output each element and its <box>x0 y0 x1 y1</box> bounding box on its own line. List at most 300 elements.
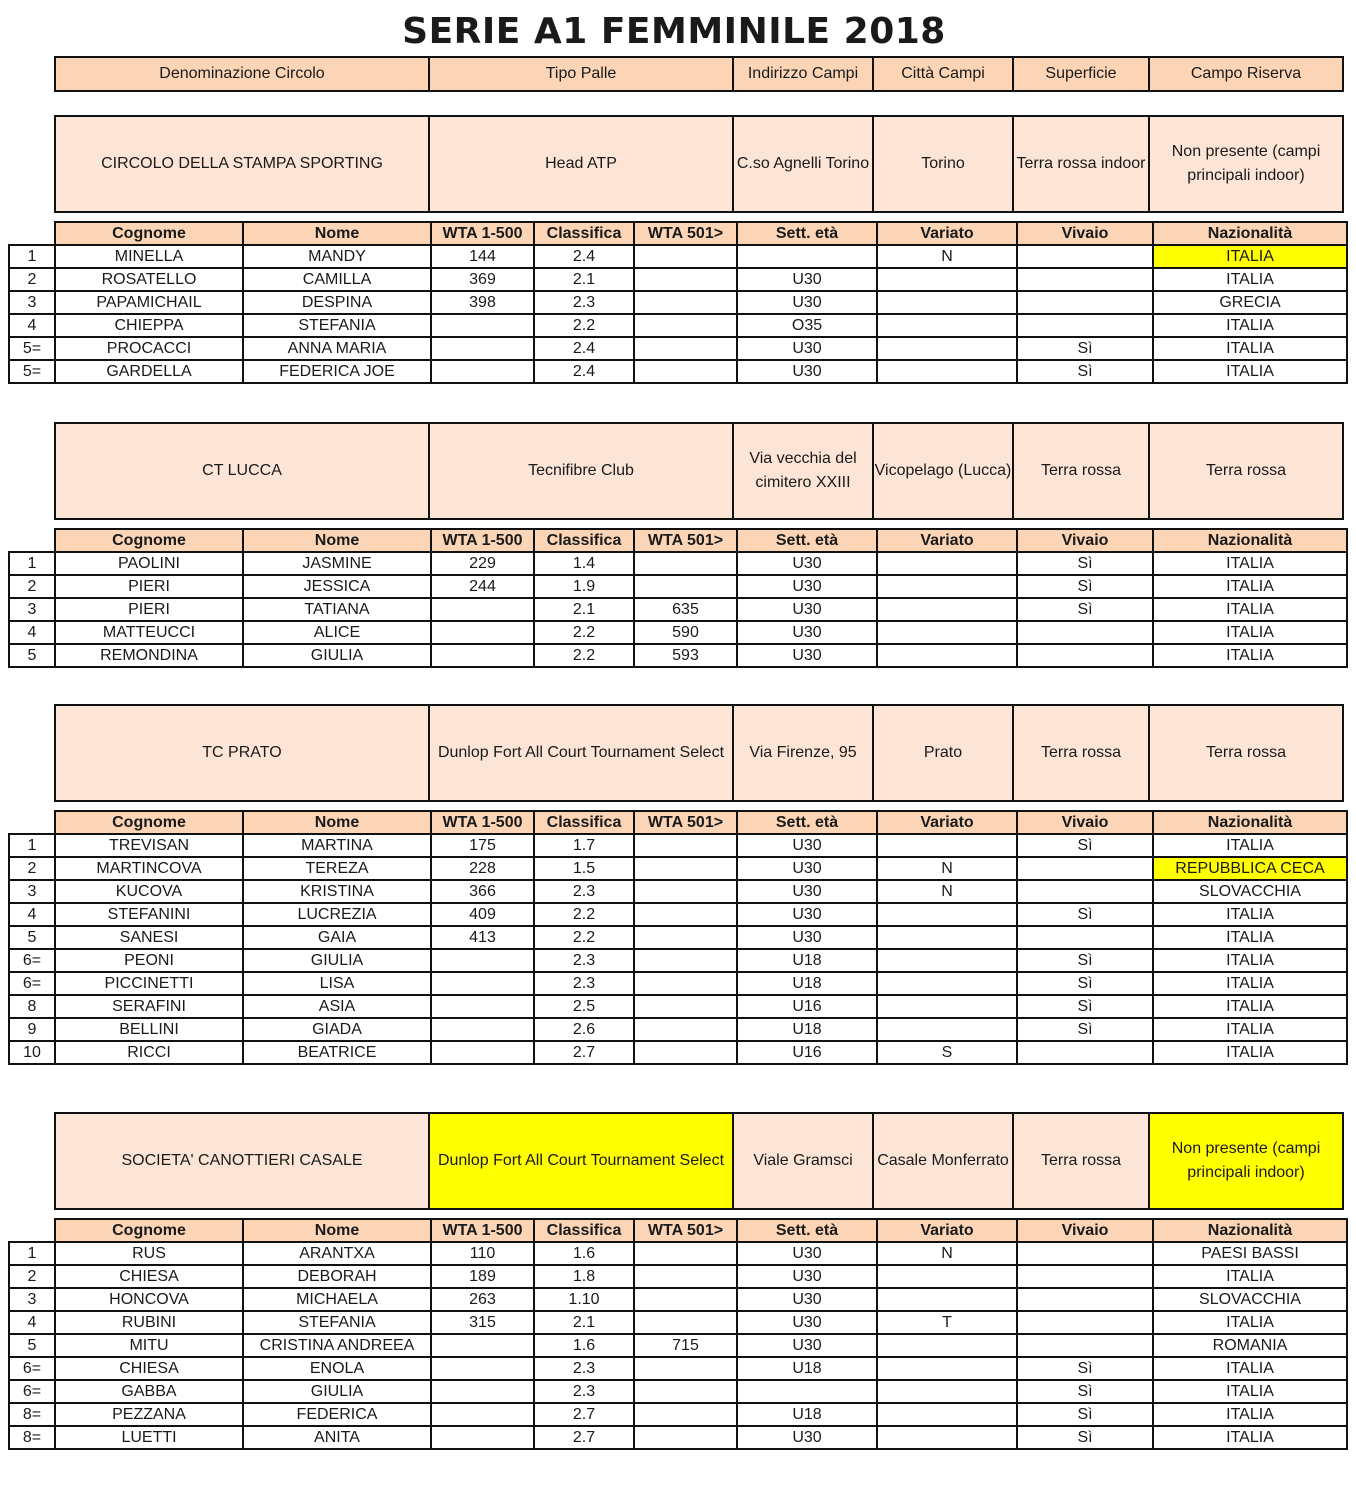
player-surname: PAPAMICHAIL <box>55 291 243 314</box>
player-variato: T <box>877 1311 1017 1334</box>
player-variato <box>877 1265 1017 1288</box>
player-name: MANDY <box>243 245 431 268</box>
player-name: CRISTINA ANDREEA <box>243 1334 431 1357</box>
player-nationality: GRECIA <box>1153 291 1347 314</box>
player-wta: 263 <box>431 1288 534 1311</box>
player-surname: BELLINI <box>55 1018 243 1041</box>
table-row <box>9 995 1347 1018</box>
player-nationality: ITALIA <box>1153 598 1347 621</box>
player-name: FEDERICA <box>243 1403 431 1426</box>
table-row <box>9 926 1347 949</box>
table-row <box>9 1311 1347 1334</box>
player-variato <box>877 1380 1017 1403</box>
ball-type: Dunlop Fort All Court Tournament Select <box>429 705 733 801</box>
table-row <box>9 1334 1347 1357</box>
player-vivaio: Sì <box>1017 1018 1153 1041</box>
player-surname: PROCACCI <box>55 337 243 360</box>
player-vivaio: Sì <box>1017 1380 1153 1403</box>
player-surname: PEONI <box>55 949 243 972</box>
table-row <box>9 1288 1347 1311</box>
header-blank-cell <box>9 222 55 245</box>
player-age-group: U30 <box>737 926 877 949</box>
player-variato <box>877 903 1017 926</box>
player-nationality: REPUBBLICA CECA <box>1153 857 1347 880</box>
player-surname: PIERI <box>55 575 243 598</box>
player-header-wta-501: WTA 501> <box>634 811 737 834</box>
player-nationality: ITALIA <box>1153 268 1347 291</box>
player-header-wta: WTA 1-500 <box>431 1219 534 1242</box>
player-wta: 229 <box>431 552 534 575</box>
player-age-group: U30 <box>737 575 877 598</box>
club-info-row <box>55 705 1343 801</box>
player-surname: PICCINETTI <box>55 972 243 995</box>
player-classifica: 2.3 <box>534 949 634 972</box>
player-wta-501 <box>634 949 737 972</box>
player-classifica: 2.3 <box>534 291 634 314</box>
player-classifica: 2.2 <box>534 644 634 667</box>
player-name: GAIA <box>243 926 431 949</box>
player-wta-501 <box>634 880 737 903</box>
player-age-group: U30 <box>737 834 877 857</box>
player-nationality: ITALIA <box>1153 360 1347 383</box>
player-age-group: U30 <box>737 1426 877 1449</box>
player-surname: SERAFINI <box>55 995 243 1018</box>
player-header-surname: Cognome <box>55 529 243 552</box>
player-name: LISA <box>243 972 431 995</box>
player-wta <box>431 598 534 621</box>
court-address: Viale Gramsci <box>733 1113 873 1209</box>
player-surname: RUBINI <box>55 1311 243 1334</box>
player-classifica: 2.7 <box>534 1041 634 1064</box>
player-nationality: ITALIA <box>1153 903 1347 926</box>
player-classifica: 2.1 <box>534 268 634 291</box>
player-vivaio: Sì <box>1017 337 1153 360</box>
player-classifica: 2.7 <box>534 1403 634 1426</box>
header-denominazione: Denominazione Circolo <box>55 57 429 91</box>
player-wta <box>431 1403 534 1426</box>
player-age-group: U30 <box>737 337 877 360</box>
player-surname: MINELLA <box>55 245 243 268</box>
player-age-group: U30 <box>737 857 877 880</box>
players-header-row <box>9 1219 1347 1242</box>
player-classifica: 2.1 <box>534 598 634 621</box>
player-vivaio: Sì <box>1017 972 1153 995</box>
player-wta-501 <box>634 1403 737 1426</box>
player-classifica: 1.4 <box>534 552 634 575</box>
players-header-row <box>9 811 1347 834</box>
table-row <box>9 268 1347 291</box>
player-header-wta-501: WTA 501> <box>634 529 737 552</box>
player-header-wta: WTA 1-500 <box>431 811 534 834</box>
reserve-court: Terra rossa <box>1149 705 1343 801</box>
player-variato <box>877 926 1017 949</box>
player-variato <box>877 644 1017 667</box>
player-name: MICHAELA <box>243 1288 431 1311</box>
player-age-group: U30 <box>737 291 877 314</box>
player-vivaio <box>1017 245 1153 268</box>
player-variato <box>877 291 1017 314</box>
player-wta: 369 <box>431 268 534 291</box>
player-age-group: U30 <box>737 644 877 667</box>
player-age-group: U18 <box>737 949 877 972</box>
player-wta-501 <box>634 834 737 857</box>
player-wta: 144 <box>431 245 534 268</box>
player-nationality: ITALIA <box>1153 1018 1347 1041</box>
player-vivaio: Sì <box>1017 903 1153 926</box>
player-nationality: ITALIA <box>1153 1041 1347 1064</box>
player-age-group <box>737 1380 877 1403</box>
player-position: 5= <box>9 337 55 360</box>
player-surname: HONCOVA <box>55 1288 243 1311</box>
table-row <box>9 1380 1347 1403</box>
players-table <box>8 221 1348 384</box>
court-city: Torino <box>873 116 1013 212</box>
player-header-name: Nome <box>243 529 431 552</box>
player-age-group: U30 <box>737 1311 877 1334</box>
player-nationality: ITALIA <box>1153 314 1347 337</box>
player-nationality: ITALIA <box>1153 1403 1347 1426</box>
player-header-age-group: Sett. età <box>737 811 877 834</box>
column-header-row <box>55 57 1343 91</box>
player-vivaio <box>1017 1334 1153 1357</box>
club-info-row <box>55 116 1343 212</box>
player-name: STEFANIA <box>243 314 431 337</box>
player-variato: N <box>877 880 1017 903</box>
header-citta: Città Campi <box>873 57 1013 91</box>
player-surname: MARTINCOVA <box>55 857 243 880</box>
player-position: 3 <box>9 598 55 621</box>
player-classifica: 2.4 <box>534 360 634 383</box>
surface: Terra rossa <box>1013 1113 1149 1209</box>
players-header-row <box>9 222 1347 245</box>
table-row <box>9 291 1347 314</box>
player-wta-501 <box>634 857 737 880</box>
player-surname: MITU <box>55 1334 243 1357</box>
player-wta-501 <box>634 575 737 598</box>
player-classifica: 2.4 <box>534 337 634 360</box>
player-age-group: U30 <box>737 1334 877 1357</box>
player-header-vivaio: Vivaio <box>1017 529 1153 552</box>
player-age-group: U30 <box>737 1288 877 1311</box>
player-name: GIULIA <box>243 1380 431 1403</box>
player-surname: CHIESA <box>55 1357 243 1380</box>
player-wta: 175 <box>431 834 534 857</box>
player-age-group: U30 <box>737 360 877 383</box>
player-header-classifica: Classifica <box>534 1219 634 1242</box>
header-tipo-palle: Tipo Palle <box>429 57 733 91</box>
court-city: Vicopelago (Lucca) <box>873 423 1013 519</box>
club-info-table <box>54 422 1344 520</box>
player-wta-501 <box>634 1380 737 1403</box>
player-header-name: Nome <box>243 222 431 245</box>
player-header-variato: Variato <box>877 811 1017 834</box>
player-wta: 110 <box>431 1242 534 1265</box>
reserve-court: Terra rossa <box>1149 423 1343 519</box>
player-nationality: ITALIA <box>1153 949 1347 972</box>
player-wta <box>431 1357 534 1380</box>
player-vivaio: Sì <box>1017 360 1153 383</box>
player-surname: MATTEUCCI <box>55 621 243 644</box>
player-vivaio <box>1017 1041 1153 1064</box>
club-info-row <box>55 423 1343 519</box>
club-name: CIRCOLO DELLA STAMPA SPORTING <box>55 116 429 212</box>
player-name: DESPINA <box>243 291 431 314</box>
player-classifica: 2.3 <box>534 1380 634 1403</box>
player-classifica: 2.2 <box>534 621 634 644</box>
player-nationality: ITALIA <box>1153 644 1347 667</box>
player-variato <box>877 1334 1017 1357</box>
player-surname: PAOLINI <box>55 552 243 575</box>
player-name: ASIA <box>243 995 431 1018</box>
player-position: 3 <box>9 880 55 903</box>
player-position: 1 <box>9 552 55 575</box>
player-surname: CHIESA <box>55 1265 243 1288</box>
player-classifica: 1.8 <box>534 1265 634 1288</box>
player-position: 9 <box>9 1018 55 1041</box>
player-vivaio <box>1017 644 1153 667</box>
player-variato <box>877 995 1017 1018</box>
table-row <box>9 360 1347 383</box>
header-superficie: Superficie <box>1013 57 1149 91</box>
player-position: 8= <box>9 1426 55 1449</box>
club-info-table <box>54 704 1344 802</box>
player-name: CAMILLA <box>243 268 431 291</box>
club-name: CT LUCCA <box>55 423 429 519</box>
table-row <box>9 1041 1347 1064</box>
player-header-nationality: Nazionalità <box>1153 1219 1347 1242</box>
player-vivaio: Sì <box>1017 1403 1153 1426</box>
player-age-group <box>737 245 877 268</box>
court-city: Prato <box>873 705 1013 801</box>
player-wta-501: 593 <box>634 644 737 667</box>
player-age-group: O35 <box>737 314 877 337</box>
player-nationality: ITALIA <box>1153 552 1347 575</box>
player-vivaio <box>1017 857 1153 880</box>
player-wta-501 <box>634 995 737 1018</box>
player-age-group: U16 <box>737 1041 877 1064</box>
player-surname: RUS <box>55 1242 243 1265</box>
player-position: 1 <box>9 245 55 268</box>
player-wta-501 <box>634 1288 737 1311</box>
player-age-group: U16 <box>737 995 877 1018</box>
player-name: ENOLA <box>243 1357 431 1380</box>
player-wta: 366 <box>431 880 534 903</box>
player-age-group: U30 <box>737 268 877 291</box>
player-position: 1 <box>9 834 55 857</box>
table-row <box>9 1403 1347 1426</box>
player-header-variato: Variato <box>877 529 1017 552</box>
player-wta <box>431 1018 534 1041</box>
player-wta: 413 <box>431 926 534 949</box>
player-name: FEDERICA JOE <box>243 360 431 383</box>
player-variato: N <box>877 857 1017 880</box>
player-nationality: ITALIA <box>1153 926 1347 949</box>
player-classifica: 2.3 <box>534 1357 634 1380</box>
player-variato: S <box>877 1041 1017 1064</box>
table-row <box>9 834 1347 857</box>
player-position: 5= <box>9 360 55 383</box>
player-header-classifica: Classifica <box>534 811 634 834</box>
table-row <box>9 972 1347 995</box>
player-position: 8 <box>9 995 55 1018</box>
player-variato <box>877 552 1017 575</box>
player-wta-501 <box>634 1242 737 1265</box>
player-vivaio <box>1017 1288 1153 1311</box>
player-wta: 244 <box>431 575 534 598</box>
player-variato <box>877 314 1017 337</box>
surface: Terra rossa <box>1013 423 1149 519</box>
player-header-wta-501: WTA 501> <box>634 1219 737 1242</box>
player-nationality: ITALIA <box>1153 337 1347 360</box>
player-surname: LUETTI <box>55 1426 243 1449</box>
player-name: JESSICA <box>243 575 431 598</box>
player-wta: 228 <box>431 857 534 880</box>
header-blank-cell <box>9 529 55 552</box>
player-position: 6= <box>9 1380 55 1403</box>
player-wta-501: 635 <box>634 598 737 621</box>
player-nationality: SLOVACCHIA <box>1153 880 1347 903</box>
player-wta <box>431 949 534 972</box>
player-vivaio: Sì <box>1017 598 1153 621</box>
player-name: TATIANA <box>243 598 431 621</box>
player-classifica: 2.2 <box>534 314 634 337</box>
player-name: JASMINE <box>243 552 431 575</box>
player-classifica: 2.7 <box>534 1426 634 1449</box>
player-vivaio: Sì <box>1017 552 1153 575</box>
player-name: TEREZA <box>243 857 431 880</box>
player-name: KRISTINA <box>243 880 431 903</box>
player-classifica: 2.5 <box>534 995 634 1018</box>
player-position: 2 <box>9 575 55 598</box>
player-nationality: PAESI BASSI <box>1153 1242 1347 1265</box>
court-address: C.so Agnelli Torino <box>733 116 873 212</box>
player-vivaio <box>1017 1242 1153 1265</box>
player-position: 5 <box>9 644 55 667</box>
player-variato <box>877 1288 1017 1311</box>
player-wta <box>431 1041 534 1064</box>
table-row <box>9 575 1347 598</box>
player-age-group: U18 <box>737 972 877 995</box>
player-wta-501 <box>634 314 737 337</box>
player-wta <box>431 337 534 360</box>
player-wta-501 <box>634 1018 737 1041</box>
player-header-vivaio: Vivaio <box>1017 811 1153 834</box>
player-wta-501 <box>634 1265 737 1288</box>
player-surname: PEZZANA <box>55 1403 243 1426</box>
player-nationality: SLOVACCHIA <box>1153 1288 1347 1311</box>
player-nationality: ITALIA <box>1153 1265 1347 1288</box>
player-position: 5 <box>9 1334 55 1357</box>
player-vivaio <box>1017 1265 1153 1288</box>
player-surname: GARDELLA <box>55 360 243 383</box>
player-nationality: ITALIA <box>1153 995 1347 1018</box>
reserve-court: Non presente (campi principali indoor) <box>1149 1113 1343 1209</box>
player-wta-501 <box>634 972 737 995</box>
club-name: SOCIETA' CANOTTIERI CASALE <box>55 1113 429 1209</box>
player-wta-501 <box>634 1426 737 1449</box>
player-variato <box>877 1357 1017 1380</box>
player-variato <box>877 621 1017 644</box>
player-surname: REMONDINA <box>55 644 243 667</box>
player-header-age-group: Sett. età <box>737 529 877 552</box>
player-header-vivaio: Vivaio <box>1017 1219 1153 1242</box>
player-position: 3 <box>9 1288 55 1311</box>
player-nationality: ITALIA <box>1153 972 1347 995</box>
player-vivaio <box>1017 1311 1153 1334</box>
player-age-group: U18 <box>737 1018 877 1041</box>
player-wta-501 <box>634 360 737 383</box>
player-surname: STEFANINI <box>55 903 243 926</box>
table-row <box>9 314 1347 337</box>
player-wta-501 <box>634 1357 737 1380</box>
player-name: ANNA MARIA <box>243 337 431 360</box>
player-surname: KUCOVA <box>55 880 243 903</box>
player-vivaio <box>1017 880 1153 903</box>
player-surname: ROSATELLO <box>55 268 243 291</box>
player-position: 8= <box>9 1403 55 1426</box>
player-variato: N <box>877 1242 1017 1265</box>
table-row <box>9 1242 1347 1265</box>
player-age-group: U30 <box>737 1242 877 1265</box>
player-variato <box>877 1426 1017 1449</box>
player-wta-501 <box>634 291 737 314</box>
table-row <box>9 245 1347 268</box>
player-wta-501 <box>634 903 737 926</box>
player-header-variato: Variato <box>877 1219 1017 1242</box>
player-position: 2 <box>9 1265 55 1288</box>
player-name: LUCREZIA <box>243 903 431 926</box>
player-header-classifica: Classifica <box>534 529 634 552</box>
player-name: DEBORAH <box>243 1265 431 1288</box>
table-row <box>9 857 1347 880</box>
player-age-group: U30 <box>737 903 877 926</box>
player-variato <box>877 1018 1017 1041</box>
player-wta <box>431 1334 534 1357</box>
player-position: 3 <box>9 291 55 314</box>
player-nationality: ROMANIA <box>1153 1334 1347 1357</box>
player-classifica: 2.1 <box>534 1311 634 1334</box>
player-position: 4 <box>9 1311 55 1334</box>
player-wta: 409 <box>431 903 534 926</box>
player-age-group: U30 <box>737 880 877 903</box>
player-vivaio <box>1017 621 1153 644</box>
player-header-variato: Variato <box>877 222 1017 245</box>
player-name: MARTINA <box>243 834 431 857</box>
club-info-table <box>54 115 1344 213</box>
player-classifica: 1.5 <box>534 857 634 880</box>
player-name: STEFANIA <box>243 1311 431 1334</box>
player-age-group: U18 <box>737 1403 877 1426</box>
player-wta-501 <box>634 1041 737 1064</box>
header-blank-cell <box>9 1219 55 1242</box>
player-variato <box>877 360 1017 383</box>
player-classifica: 1.7 <box>534 834 634 857</box>
player-classifica: 1.6 <box>534 1334 634 1357</box>
player-name: ALICE <box>243 621 431 644</box>
player-variato: N <box>877 245 1017 268</box>
player-vivaio: Sì <box>1017 1426 1153 1449</box>
player-classifica: 2.3 <box>534 972 634 995</box>
player-header-nationality: Nazionalità <box>1153 811 1347 834</box>
player-header-age-group: Sett. età <box>737 222 877 245</box>
player-vivaio <box>1017 926 1153 949</box>
player-age-group: U30 <box>737 552 877 575</box>
table-row <box>9 1426 1347 1449</box>
player-vivaio: Sì <box>1017 949 1153 972</box>
player-surname: SANESI <box>55 926 243 949</box>
header-campo-riserva: Campo Riserva <box>1149 57 1343 91</box>
header-blank-cell <box>9 811 55 834</box>
